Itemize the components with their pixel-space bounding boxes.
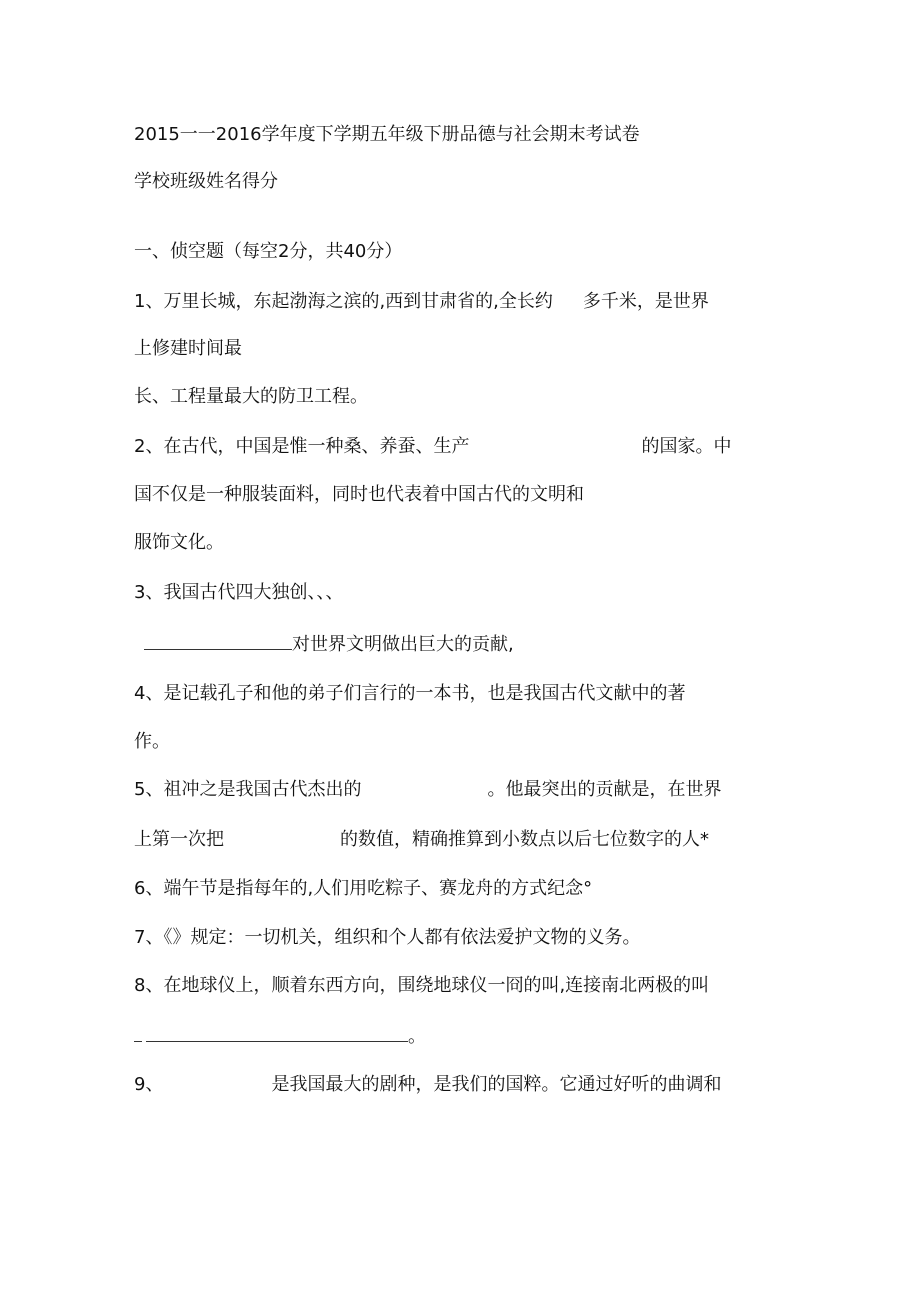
question-1-text-a: 1、万里长城，东起渤海之滨的,西到甘肃省的,全长约 (134, 291, 553, 312)
question-8-answer-blank[interactable] (146, 1023, 408, 1042)
question-2-line-1 (134, 435, 731, 459)
question-2-text-b: 的国家。中 (641, 436, 732, 457)
question-8-line-2 (134, 1023, 426, 1049)
question-8-dash (134, 1023, 142, 1042)
question-3-line-2 (134, 631, 514, 657)
question-3-answer-blank[interactable] (144, 631, 292, 650)
question-5-text-c: 上第一次把 (134, 829, 224, 850)
question-3-text: 对世界文明做出巨大的贡献, (292, 634, 514, 655)
question-4-line-1: 4、是记载孔子和他的弟子们言行的一本书，也是我国古代文献中的著 (134, 683, 686, 704)
question-9-text-a: 9、 (134, 1074, 164, 1095)
question-4-line-2: 作。 (134, 731, 170, 752)
question-5-text-b: 。他最突出的贡献是，在世界 (487, 779, 722, 800)
question-8-line-1: 8、在地球仪上，顺着东西方向，围绕地球仪一冏的叫,连接南北两极的叫 (134, 975, 710, 996)
student-info-line: 学校班级姓名得分 (134, 171, 278, 192)
question-5-text-a: 5、祖冲之是我国古代杰出的 (134, 779, 362, 800)
question-5-line-2 (134, 828, 709, 852)
question-8-end: 。 (408, 1026, 426, 1047)
question-2-line-3: 服饰文化。 (134, 532, 224, 553)
question-2-text-a: 2、在古代，中国是惟一种桑、养蚕、生产 (134, 436, 470, 457)
question-5-line-1 (134, 778, 721, 802)
question-9-text-b: 是我国最大的剧种，是我们的国粹。它通过好听的曲调和 (271, 1074, 722, 1095)
exam-title: 2015一一2016学年度下学期五年级下册品德与社会期末考试卷 (134, 124, 640, 145)
section-heading: 一、侦空题（每空2分，共40分） (134, 241, 403, 262)
question-6-line-1: 6、端午节是指每年的,人们用吃粽子、赛龙舟的方式纪念° (134, 878, 593, 899)
question-1-line-2: 上修建时间最 (134, 338, 242, 359)
question-1-line-1 (134, 290, 709, 314)
question-3-line-1: 3、我国古代四大独创、、、 (134, 582, 344, 603)
question-1-text-b: 多千米，是世界 (582, 291, 709, 312)
question-2-line-2: 国不仅是一种服装面料，同时也代表着中国古代的文明和 (134, 484, 584, 505)
question-7-line-1: 7、《》规定：一切机关，组织和个人都有依法爱护文物的义务。 (134, 927, 641, 948)
question-9-line-1 (134, 1073, 721, 1097)
question-5-text-d: 的数值，精确推算到小数点以后七位数字的人* (340, 829, 709, 850)
question-1-line-3: 长、工程量最大的防卫工程。 (134, 386, 368, 407)
